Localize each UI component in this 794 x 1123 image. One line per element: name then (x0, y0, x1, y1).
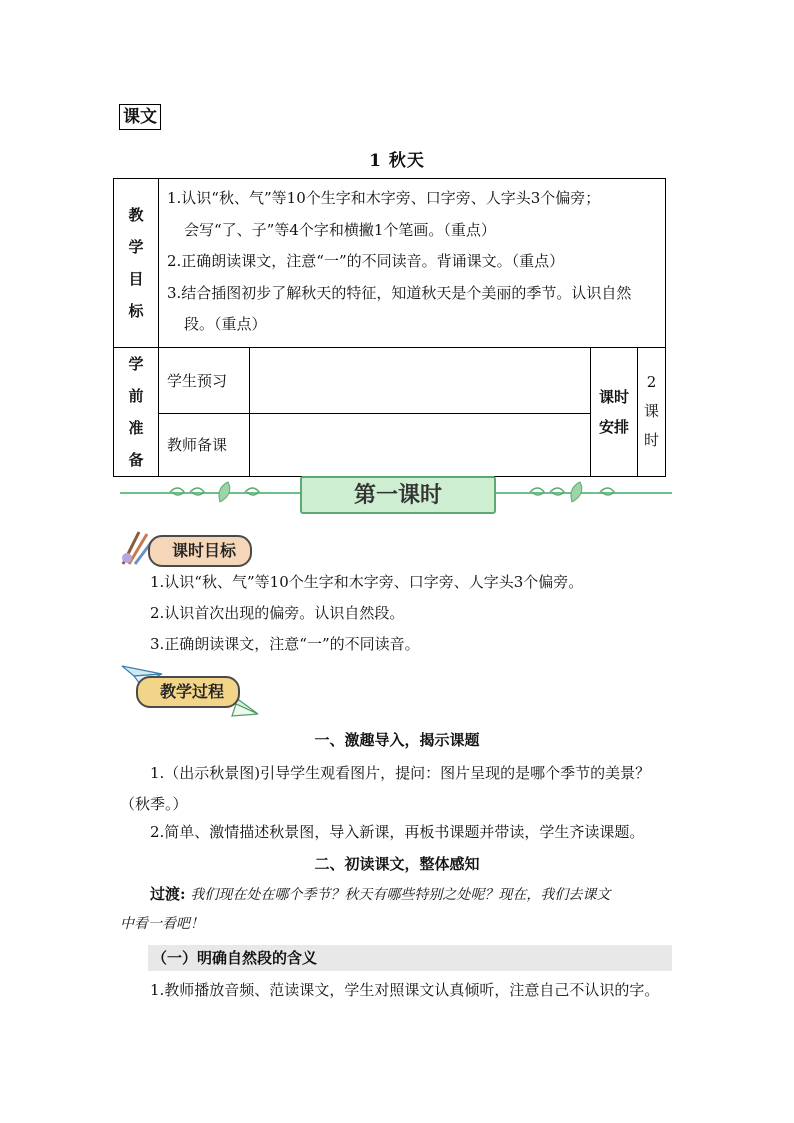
prep-header: 学 前 准 备 (114, 347, 159, 476)
teacher-prep-label: 教师备课 (159, 414, 250, 476)
goal-line: 会写“了、子”等4个字和横撇1个笔画。（重点） (184, 220, 496, 239)
vine-ornament-left (150, 480, 290, 506)
paragraph: 1.（出示秋景图)引导学生观看图片，提问：图片呈现的是哪个季节的美景？ (150, 764, 651, 782)
goal-line: 3.结合插图初步了解秋天的特征，知道秋天是个美丽的季节。认识自然 (167, 283, 632, 302)
lesson-plan-table (113, 178, 666, 477)
transition-text: 我们现在处在哪个季节？秋天有哪些特别之处呢？现在，我们去课文 (190, 887, 611, 903)
lesson-goals-badge: 课时目标 (148, 535, 252, 567)
section-heading: 一、激趣导入，揭示课题 (314, 731, 480, 749)
period-banner: 第一课时 (353, 482, 442, 508)
transition-text-cont: 中看一看吧！ (120, 916, 204, 932)
student-prep-label: 学生预习 (159, 347, 250, 414)
teacher-prep-cell (250, 414, 591, 476)
paragraph: 1.教师播放音频、范读课文，学生对照课文认真倾听，注意自己不认识的字。 (150, 981, 660, 999)
paragraph: （秋季。） (120, 795, 188, 813)
lesson-type-tag: 课文 (119, 104, 161, 130)
transition-label: 过渡: (150, 885, 186, 903)
goal-line: 1.认识“秋、气”等10个生字和木字旁、口字旁、人字头3个偏旁； (167, 189, 601, 207)
vine-ornament-right (520, 480, 660, 506)
transition-line (150, 884, 610, 905)
goal-line: 段。（重点） (184, 315, 267, 333)
lesson-goal-item: 1.认识“秋、气”等10个生字和木字旁、口字旁、人字头3个偏旁。 (150, 573, 584, 591)
student-prep-cell (250, 347, 591, 414)
lesson-goal-item: 2.认识首次出现的偏旁。认识自然段。 (150, 604, 405, 622)
teaching-goals (159, 179, 666, 348)
teaching-process-badge: 教学过程 (136, 676, 240, 708)
period-header: 课时 安排 (591, 347, 638, 476)
period-value: 2 课 时 (638, 347, 666, 476)
goal-line: 2.正确朗读课文，注意“一”的不同读音。背诵课文。（重点） (167, 252, 565, 270)
paragraph: 2.简单、激情描述秋景图，导入新课，再板书课题并带读，学生齐读课题。 (150, 823, 645, 841)
sub-heading: （一）明确自然段的含义 (152, 949, 318, 967)
goals-header: 教 学 目 标 (114, 179, 159, 348)
section-heading: 二、初读课文，整体感知 (314, 855, 480, 873)
lesson-goal-item: 3.正确朗读课文，注意“一”的不同读音。 (150, 635, 420, 653)
page-title: 1 秋天 (369, 151, 425, 171)
